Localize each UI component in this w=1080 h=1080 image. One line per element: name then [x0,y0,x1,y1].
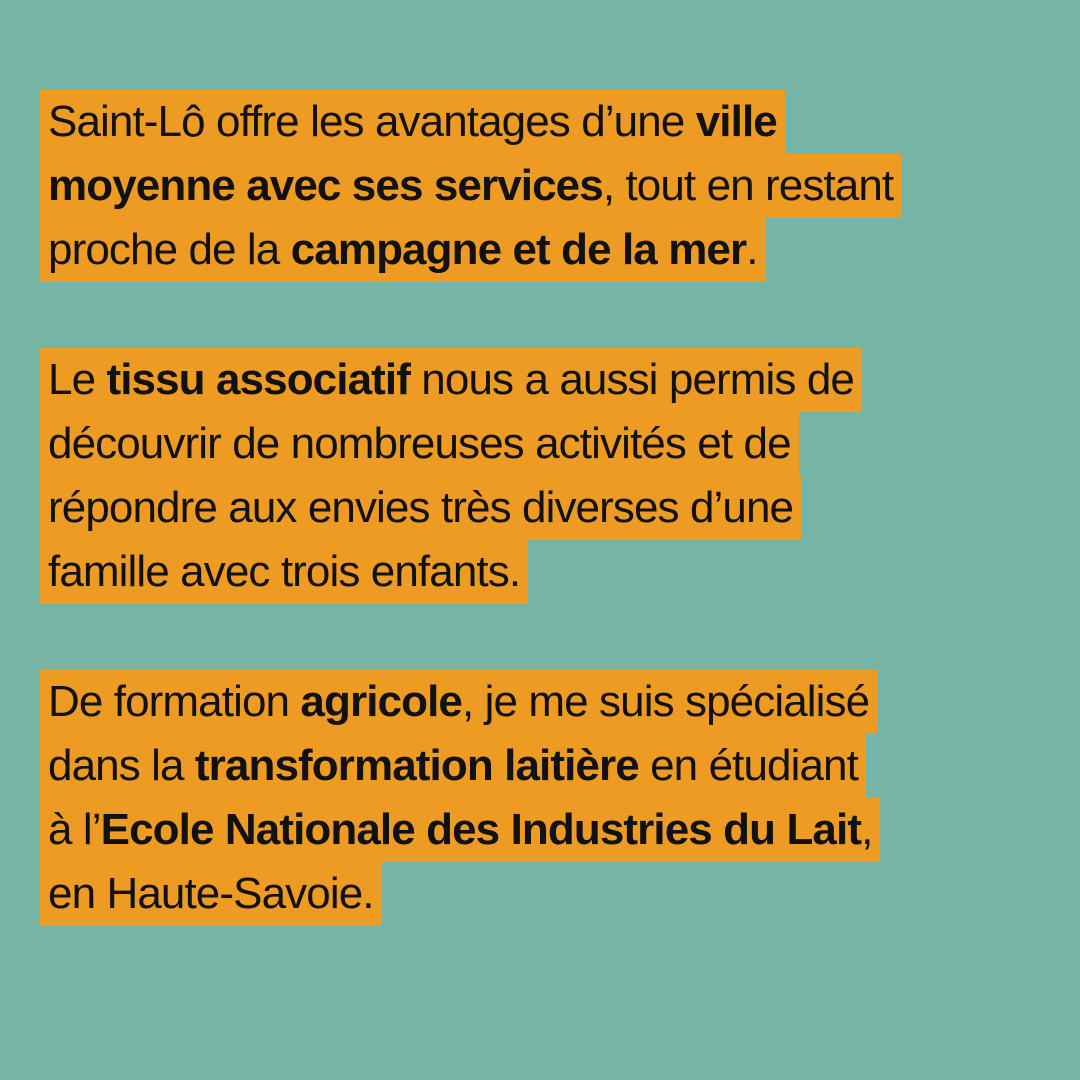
highlighted-line [40,90,785,154]
bold-text-run: Ecole Nationale des Industries du Lait [100,805,862,854]
text-run: De formation [48,677,301,726]
bold-text-run: campagne et de la mer [290,225,747,274]
paragraph-tissu-associatif [40,348,1040,604]
text-run: dans la [48,741,195,790]
text-run: à l’ [48,805,101,854]
text-run: , je me suis spécialisé [461,677,870,726]
text-run: . [746,225,758,274]
highlighted-line [40,348,862,412]
text-run: , [861,805,873,854]
highlighted-line [40,476,801,540]
highlighted-line [40,862,382,926]
text-run: en Haute-Savoie. [48,869,374,918]
bold-text-run: transformation laitière [194,741,639,790]
highlighted-line [40,412,799,476]
highlighted-line [40,734,866,798]
text-run: découvrir de nombreuses activités et de [48,419,791,468]
text-run: nous a aussi permis de [409,355,854,404]
text-run: famille avec trois enfants. [48,547,521,596]
text-run: Saint-Lô offre les avantages d’une [48,97,696,146]
text-run: proche de la [48,225,291,274]
highlighted-line [40,798,880,862]
bold-text-run: ville [695,97,777,146]
bold-text-run: agricole [300,677,462,726]
text-run: en étudiant [638,741,858,790]
highlighted-line [40,154,901,218]
highlighted-line [40,218,766,282]
highlighted-line [40,540,528,604]
text-run: Le [48,355,107,404]
bold-text-run: moyenne avec ses services [48,161,603,210]
text-run: , tout en restant [602,161,894,210]
paragraph-formation [40,670,1040,926]
text-run: répondre aux envies très diverses d’une [48,483,794,532]
bold-text-run: tissu associatif [106,355,410,404]
paragraph-saint-lo [40,90,1040,282]
highlighted-line [40,670,877,734]
